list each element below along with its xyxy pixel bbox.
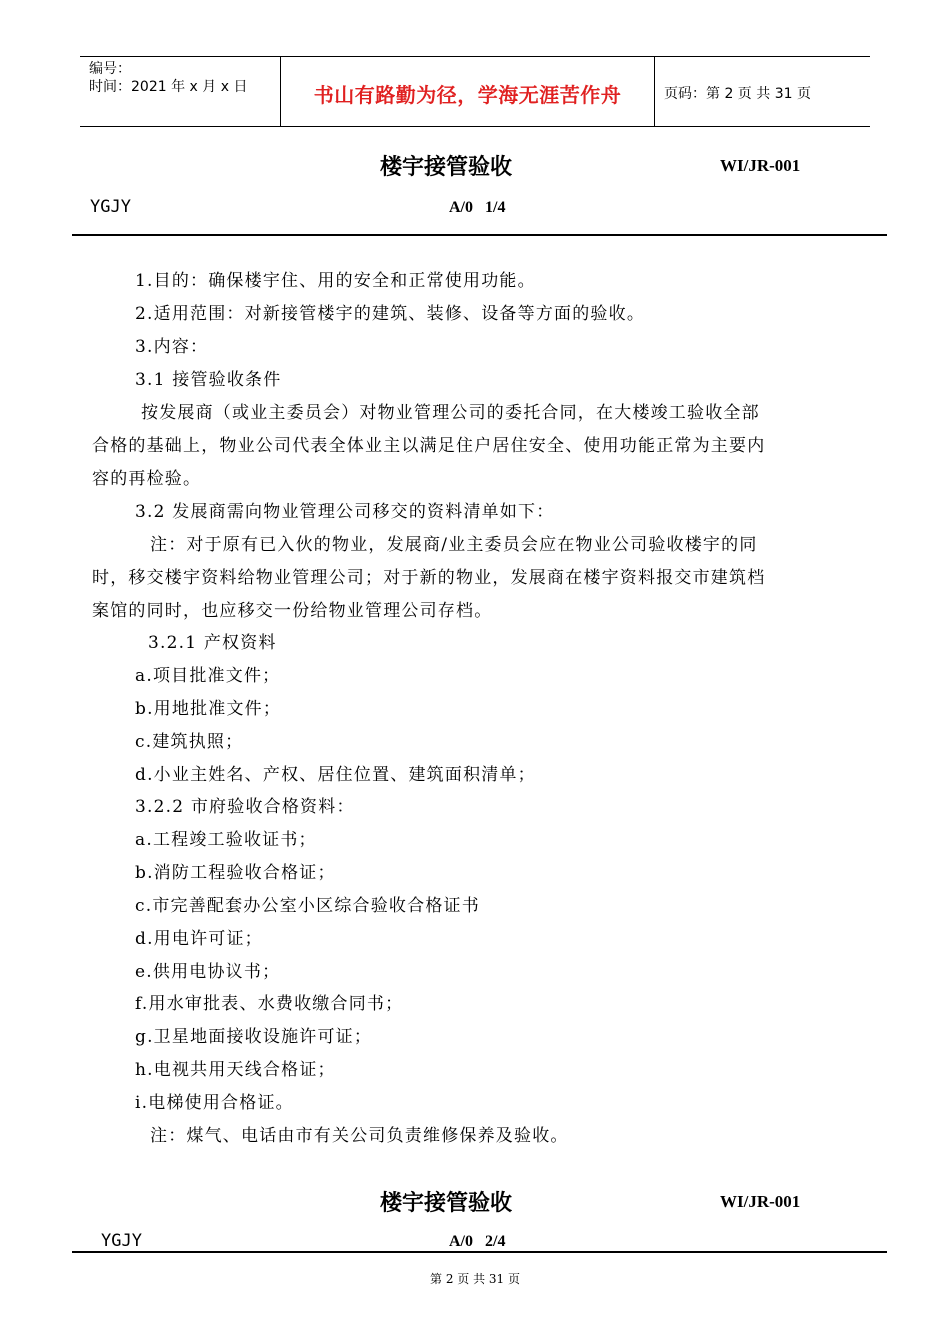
- body-line: b.用地批准文件；: [135, 699, 282, 719]
- header-page-cell: [655, 57, 870, 126]
- body-line: c.建筑执照；: [135, 732, 244, 752]
- revision-page: A/0 2/4: [449, 1233, 506, 1250]
- body-line: 3.1 接管验收条件: [135, 370, 282, 390]
- document-code: WI/JR-001: [720, 1192, 801, 1211]
- body-line: i.电梯使用合格证。: [135, 1093, 294, 1113]
- body-line: 按发展商（或业主委员会）对物业管理公司的委托合同，在大楼竣工验收全部: [141, 403, 760, 423]
- body-line: c.市完善配套办公室小区综合验收合格证书: [135, 896, 480, 916]
- organization-code: YGJY: [90, 197, 131, 217]
- body-line: 3.2.1 产权资料: [148, 633, 277, 653]
- header-page-info: 页码：第 2 页 共 31 页: [664, 86, 811, 102]
- body-line: 合格的基础上，物业公司代表全体业主以满足住户居住安全、使用功能正常为主要内: [92, 436, 766, 456]
- body-line: 注：煤气、电话由市有关公司负责维修保养及验收。: [150, 1126, 569, 1146]
- body-line: a.工程竣工验收证书；: [135, 830, 317, 850]
- body-line: e.供用电协议书；: [135, 962, 281, 982]
- document-title: 楼宇接管验收: [380, 154, 513, 180]
- header-motto: 书山有路勤为径，学海无涯苦作舟: [313, 83, 622, 107]
- document-code: WI/JR-001: [720, 156, 801, 175]
- document-date: 时间：2021 年 x 月 x 日: [89, 79, 248, 95]
- body-line: 3.2 发展商需向物业管理公司移交的资料清单如下：: [135, 502, 555, 522]
- body-line: 1.目的：确保楼宇住、用的安全和正常使用功能。: [135, 271, 536, 291]
- body-line: h.电视共用天线合格证；: [135, 1060, 336, 1080]
- page-header: [80, 56, 870, 127]
- document-title: 楼宇接管验收: [380, 1190, 513, 1216]
- body-line: 3.2.2 市府验收合格资料：: [135, 797, 355, 817]
- body-line: 注：对于原有已入伙的物业，发展商/业主委员会应在物业公司验收楼宇的同: [150, 535, 758, 555]
- body-line: 案馆的同时，也应移交一份给物业管理公司存档。: [92, 601, 493, 621]
- title-divider: [72, 234, 887, 236]
- body-line: b.消防工程验收合格证；: [135, 863, 336, 883]
- organization-code: YGJY: [101, 1231, 142, 1251]
- body-line: g.卫星地面接收设施许可证；: [135, 1027, 373, 1047]
- body-line: 2.适用范围：对新接管楼宇的建筑、装修、设备等方面的验收。: [135, 304, 646, 324]
- body-line: 容的再检验。: [92, 469, 202, 489]
- body-line: 时，移交楼宇资料给物业管理公司；对于新的物业，发展商在楼宇资料报交市建筑档: [92, 568, 766, 588]
- body-line: f.用水审批表、水费收缴合同书；: [135, 994, 404, 1014]
- document-number-label: 编号：: [89, 61, 131, 77]
- revision-page: A/0 1/4: [449, 199, 506, 216]
- body-line: d.用电许可证；: [135, 929, 263, 949]
- body-line: a.项目批准文件；: [135, 666, 281, 686]
- title-divider: [72, 1251, 887, 1253]
- header-meta-cell: [80, 57, 281, 126]
- body-line: 3.内容：: [135, 337, 209, 357]
- header-motto-cell: [281, 57, 655, 126]
- page-footer: 第 2 页 共 31 页: [430, 1272, 520, 1286]
- body-line: d.小业主姓名、产权、居住位置、建筑面积清单；: [135, 765, 536, 785]
